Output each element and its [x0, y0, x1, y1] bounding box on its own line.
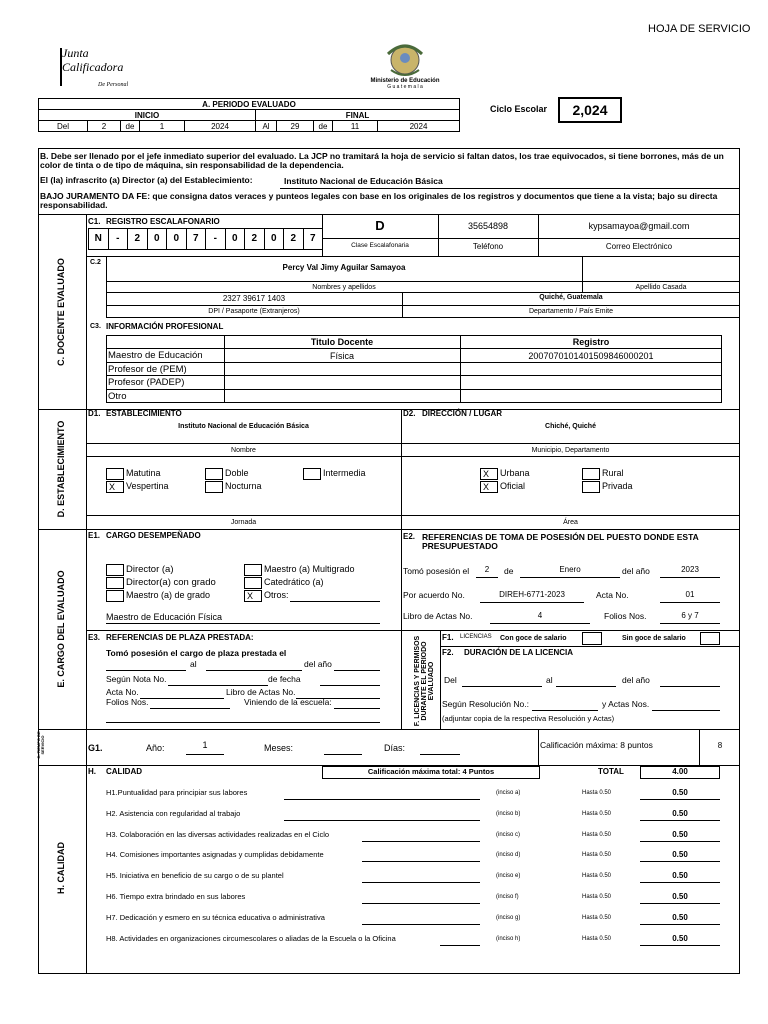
- libro-actas-label: Libro de Actas No.: [403, 611, 473, 621]
- registro-char-cell: -: [108, 228, 129, 250]
- c3-label: C3.: [90, 323, 101, 330]
- clase-escalafonaria-label: Clase Escalafonaria: [351, 242, 409, 249]
- registro-char-cell: 7: [303, 228, 324, 250]
- telefono-value: 35654898: [467, 221, 509, 231]
- catedratico-checkbox[interactable]: [244, 577, 262, 589]
- d1-label: D1.: [88, 409, 101, 418]
- director-label: Director (a): [126, 564, 174, 575]
- prof-row-label: Otro: [108, 391, 127, 402]
- h-item-line: [362, 841, 480, 842]
- folios-label: Folios Nos.: [604, 611, 647, 621]
- establishment-name: Instituto Nacional de Educación Básica: [178, 423, 309, 430]
- e3-acta-label: Acta No.: [106, 687, 139, 697]
- registro-char-cell: -: [205, 228, 226, 250]
- h-item-score: 0.50: [672, 892, 688, 901]
- section-e-side-label: E. CARGO DEL EVALUADO: [56, 570, 66, 688]
- g-score: 8: [717, 741, 723, 750]
- inicio-header: INICIO: [39, 110, 256, 121]
- registro-char-cell: 2: [244, 228, 265, 250]
- vespertina-label: Vespertina: [126, 481, 169, 491]
- h-item-score-line: [640, 861, 720, 862]
- correo-label: Correo Electrónico: [605, 242, 673, 251]
- matutina-checkbox[interactable]: [106, 468, 124, 480]
- f2-title: DURACIÓN DE LA LICENCIA: [464, 648, 574, 657]
- d2-title: DIRECCIÓN / LUGAR: [422, 409, 502, 418]
- h-item-label: H6. Tiempo extra brindado en sus labores: [106, 892, 246, 901]
- rural-checkbox[interactable]: [582, 468, 600, 480]
- section-b-text: B. Debe ser llenado por el jefe inmediato superior del evaluado. La JCP no tramitará la hoja de servicio si faltan datos, los trae equivocados, si tiene borrones, más de un color de tinta o de tipo de máquina, sin responsabilidad de la dependencia.: [40, 151, 724, 170]
- nocturna-label: Nocturna: [225, 481, 262, 491]
- h-item-inciso: (inciso c): [496, 832, 521, 838]
- prof-row-label: Profesor de (PEM): [108, 364, 187, 375]
- ciclo-label: Ciclo Escolar: [490, 104, 548, 114]
- dpi-value: 2327 39617 1403: [222, 294, 286, 303]
- con-goce-label: Con goce de salario: [500, 635, 567, 642]
- departamento-label: Departamento / País Emite: [528, 308, 614, 315]
- registro-char-cell: N: [88, 228, 109, 250]
- nombre-value: Percy Val Jimy Aguilar Samayoa: [282, 263, 406, 272]
- f1-label: F1.: [442, 633, 454, 642]
- multigrado-label: Maestro (a) Multigrado: [264, 564, 355, 574]
- prof-row-titulo: Física: [329, 351, 354, 361]
- end-month: 11: [333, 121, 378, 132]
- e3-tomo-label: Tomó posesión el cargo de plaza prestada el: [106, 648, 287, 658]
- director-establishment: Instituto Nacional de Educación Básica: [284, 176, 443, 186]
- registro-char-cell: 0: [147, 228, 168, 250]
- e3-libro-label: Libro de Actas No.: [226, 687, 296, 697]
- d1-title: ESTABLECIMIENTO: [106, 409, 182, 418]
- licencias-label: LICENCIAS: [460, 634, 492, 640]
- h-item-max: Hasta 0.50: [582, 873, 612, 879]
- acuerdo-label: Por acuerdo No.: [403, 590, 465, 600]
- anio-label: Año:: [146, 743, 165, 753]
- h-item-label: H3. Colaboración en las diversas actividades realizadas en el Ciclo: [106, 830, 330, 839]
- matutina-label: Matutina: [126, 468, 161, 478]
- e3-viniendo-label: Viniendo de la escuela:: [244, 697, 332, 707]
- tomo-month: Enero: [559, 565, 581, 574]
- f2-delanio-label: del año: [622, 675, 650, 685]
- libro-actas-value: 4: [537, 611, 543, 620]
- al-label: Al: [256, 121, 277, 132]
- director-grado-label: Director(a) con grado: [126, 577, 216, 588]
- start-month: 1: [140, 121, 185, 132]
- sin-goce-checkbox[interactable]: [700, 632, 720, 645]
- e3-nota-label: Según Nota No.: [106, 674, 167, 684]
- clase-escalafonaria-value: D: [375, 218, 385, 233]
- h-item-score-line: [640, 841, 720, 842]
- tomo-year: 2023: [681, 565, 699, 574]
- section-g-side-label: G. TIEMPO DE SERVICIO: [36, 731, 45, 759]
- h-item-line: [284, 799, 480, 800]
- h-item-line: [284, 820, 480, 821]
- h-item-inciso: (inciso g): [496, 915, 521, 921]
- del-anio-label: del año: [622, 566, 650, 576]
- catedratico-label: Catedrático (a): [264, 577, 324, 587]
- prof-row-label: Maestro de Educación: [108, 350, 203, 361]
- c1-label: C1.: [88, 217, 101, 226]
- h-item-line: [440, 945, 480, 946]
- telefono-label: Teléfono: [472, 242, 504, 251]
- registro-char-cell: 2: [127, 228, 148, 250]
- g1-label: G1.: [88, 743, 103, 753]
- maestro-grado-label: Maestro (a) de grado: [126, 590, 211, 600]
- doble-label: Doble: [225, 468, 249, 478]
- period-title: A. PERIODO EVALUADO: [39, 99, 460, 110]
- section-c-side-label: C. DOCENTE EVALUADO: [56, 258, 66, 366]
- h-item-line: [362, 882, 480, 883]
- oficial-label: Oficial: [500, 481, 526, 491]
- mineduc-logo-line2: G u a t e m a l a: [387, 84, 423, 90]
- h-item-inciso: (inciso a): [496, 790, 521, 796]
- h-item-label: H8. Actividades en organizaciones circumescolares o aliadas de la Escuela o la Oficina: [106, 934, 396, 943]
- h-item-inciso: (inciso h): [496, 936, 521, 942]
- d2-label: D2.: [403, 409, 416, 418]
- h-item-label: H1.Puntualidad para principiar sus labores: [106, 788, 248, 797]
- e1-title: CARGO DESEMPEÑADO: [106, 531, 201, 540]
- h-item-score: 0.50: [672, 934, 688, 943]
- e2-title: REFERENCIAS DE TOMA DE POSESIÓN DEL PUESTO DONDE ESTA PRESUPUESTADO: [422, 532, 699, 551]
- meses-label: Meses:: [264, 743, 294, 753]
- h-item-max: Hasta 0.50: [582, 936, 612, 942]
- jcp-logo: [58, 44, 138, 94]
- dpi-label: DPI / Pasaporte (Extranjeros): [208, 308, 300, 315]
- h-item-line: [362, 924, 480, 925]
- e3-fecha-label: de fecha: [268, 674, 301, 684]
- h-item-line: [362, 861, 480, 862]
- cargo-detail: Maestro de Educación Física: [106, 612, 223, 622]
- h-total-value: 4.00: [672, 767, 688, 776]
- prof-row-registro: 2007070101401509846000201: [528, 351, 654, 361]
- registro-char-cell: 0: [166, 228, 187, 250]
- tomo-posesion-label: Tomó posesión el: [403, 566, 470, 576]
- e3-title: REFERENCIAS DE PLAZA PRESTADA:: [106, 633, 254, 642]
- oath-text: BAJO JURAMENTO DA FE: que consigna datos veraces y punteos legales con base en los originales de los registros y documentos que tiene a la vista; bajo su directa responsabilidad.: [40, 191, 718, 210]
- sin-goce-label: Sin goce de salario: [622, 635, 686, 642]
- h-item-score-line: [640, 924, 720, 925]
- otros-label: Otros:: [264, 590, 289, 600]
- nombre-label: Nombres y apellidos: [312, 284, 376, 291]
- section-h-side-label: H. CALIDAD: [56, 842, 66, 894]
- h-total-label: TOTAL: [598, 767, 624, 776]
- section-d-side-label: D. ESTABLECIMIENTO: [56, 420, 66, 518]
- f2-note: (adjuntar copia de la respectiva Resolución y Actas): [442, 714, 615, 723]
- h-item-max: Hasta 0.50: [582, 915, 612, 921]
- anio-value: 1: [202, 740, 208, 750]
- h-item-score: 0.50: [672, 850, 688, 859]
- otros-checkbox[interactable]: X: [244, 590, 262, 602]
- h-item-score-line: [640, 945, 720, 946]
- director-label: El (la) infrascrito (a) Director (a) del Establecimiento:: [40, 175, 253, 185]
- h-item-max: Hasta 0.50: [582, 894, 612, 900]
- h-item-inciso: (inciso d): [496, 852, 521, 858]
- e3-label: E3.: [88, 633, 101, 642]
- mineduc-logo: [360, 40, 450, 95]
- urbana-label: Urbana: [500, 468, 530, 478]
- area-label: Área: [563, 519, 578, 526]
- e3-al-label: al: [190, 659, 197, 669]
- h-item-score: 0.50: [672, 871, 688, 880]
- acuerdo-value: DIREH-6771-2023: [499, 590, 565, 599]
- registro-char-cell: 7: [186, 228, 207, 250]
- ciclo-value: 2,024: [558, 97, 622, 123]
- e3-folios-label: Folios Nos.: [106, 697, 149, 707]
- director-checkbox[interactable]: [106, 564, 124, 576]
- con-goce-checkbox[interactable]: [582, 632, 602, 645]
- nombre-label-d: Nombre: [231, 447, 256, 454]
- h-item-max: Hasta 0.50: [582, 790, 612, 796]
- del-label: Del: [39, 121, 88, 132]
- e3-delanio-label: del año: [304, 659, 332, 669]
- registro-header: Registro: [572, 337, 610, 347]
- de-label-2: de: [314, 121, 333, 132]
- registro-char-cell: 0: [225, 228, 246, 250]
- h-item-inciso: (inciso b): [496, 811, 521, 817]
- h-max-total: Calificación máxima total: 4 Puntos: [367, 767, 495, 776]
- h-item-score: 0.50: [672, 788, 688, 797]
- h-item-max: Hasta 0.50: [582, 852, 612, 858]
- departamento-value: Quiché, Guatemala: [539, 294, 603, 301]
- e1-label: E1.: [88, 531, 101, 540]
- h-item-score-line: [640, 882, 720, 883]
- h-item-line: [362, 903, 480, 904]
- h-title: CALIDAD: [106, 767, 142, 776]
- h-item-score-line: [640, 903, 720, 904]
- start-day: 2: [88, 121, 121, 132]
- calif-max-g: Calificación máxima: 8 puntos: [540, 740, 653, 750]
- place-label: Municipio, Departamento: [531, 447, 610, 454]
- f2-label: F2.: [442, 648, 454, 657]
- jcp-logo-line1: Junta: [62, 46, 89, 60]
- privada-checkbox[interactable]: [582, 481, 600, 493]
- h-item-max: Hasta 0.50: [582, 811, 612, 817]
- acta-label: Acta No.: [596, 590, 629, 600]
- f2-del-label: Del: [444, 675, 457, 685]
- f2-actas-label: y Actas Nos.: [602, 699, 650, 709]
- oficial-checkbox[interactable]: X: [480, 481, 498, 493]
- c3-title: INFORMACIÓN PROFESIONAL: [106, 322, 224, 331]
- registro-char-cell: 0: [264, 228, 285, 250]
- c2-label: C.2: [90, 259, 101, 266]
- f2-segun-label: Según Resolución No.:: [442, 699, 529, 709]
- mineduc-logo-line1: Ministerio de Educación: [370, 78, 440, 84]
- f2-al-label: al: [546, 675, 553, 685]
- c1-title: REGISTRO ESCALAFONARIO: [106, 217, 220, 226]
- section-f-side-label: F. LICENCIAS Y PERMISOS DURANTE EL PERIODO EVALUADO: [414, 635, 435, 727]
- coat-of-arms-icon: [360, 40, 450, 78]
- doble-checkbox[interactable]: [205, 468, 223, 480]
- end-day: 29: [277, 121, 314, 132]
- multigrado-checkbox[interactable]: [244, 564, 262, 576]
- jcp-logo-line2: Calificadora: [62, 60, 124, 74]
- de-label-e2: de: [504, 566, 514, 576]
- h-item-label: H4. Comisiones importantes asignadas y cumplidas debidamente: [106, 850, 324, 859]
- h-item-max: Hasta 0.50: [582, 832, 612, 838]
- apellido-casada-label: Apellido Casada: [635, 284, 687, 291]
- titulo-docente-header: Titulo Docente: [310, 337, 374, 347]
- place-value: Chiché, Quiché: [545, 423, 596, 430]
- correo-value: kypsamayoa@gmail.com: [588, 221, 690, 231]
- intermedia-label: Intermedia: [323, 468, 366, 478]
- final-header: FINAL: [256, 110, 460, 121]
- h-item-label: H7. Dedicación y esmero en su técnica educativa o administrativa: [106, 913, 325, 922]
- h-item-label: H2. Asistencia con regularidad al trabajo: [106, 809, 241, 818]
- h-item-score-line: [640, 799, 720, 800]
- de-label: de: [121, 121, 140, 132]
- nocturna-checkbox[interactable]: [205, 481, 223, 493]
- h-label: H.: [88, 767, 96, 776]
- maestro-grado-checkbox[interactable]: [106, 590, 124, 602]
- vespertina-checkbox[interactable]: X: [106, 481, 124, 493]
- h-item-inciso: (inciso e): [496, 873, 521, 879]
- rural-label: Rural: [602, 468, 624, 478]
- h-item-score: 0.50: [672, 809, 688, 818]
- end-year: 2024: [378, 121, 460, 132]
- h-item-label: H5. Iniciativa en beneficio de su cargo o de su plantel: [106, 871, 284, 880]
- start-year: 2024: [185, 121, 256, 132]
- privada-label: Privada: [602, 481, 633, 491]
- jornada-label: Jornada: [230, 519, 257, 526]
- h-item-score: 0.50: [672, 913, 688, 922]
- e2-label: E2.: [403, 532, 416, 541]
- intermedia-checkbox[interactable]: [303, 468, 321, 480]
- jcp-logo-line3: De Personal: [98, 82, 129, 88]
- registro-char-cell: 2: [283, 228, 304, 250]
- document-title: HOJA DE SERVICIO: [648, 23, 751, 35]
- folios-value: 6 y 7: [681, 611, 699, 620]
- director-grado-checkbox[interactable]: [106, 577, 124, 589]
- h-item-score: 0.50: [672, 830, 688, 839]
- urbana-checkbox[interactable]: X: [480, 468, 498, 480]
- prof-row-label: Profesor (PADEP): [108, 377, 185, 388]
- tomo-day: 2: [484, 565, 490, 574]
- h-item-score-line: [640, 820, 720, 821]
- period-table: [38, 98, 460, 132]
- h-item-inciso: (inciso f): [496, 894, 519, 900]
- acta-value: 01: [685, 590, 695, 599]
- dias-label: Días:: [384, 743, 406, 753]
